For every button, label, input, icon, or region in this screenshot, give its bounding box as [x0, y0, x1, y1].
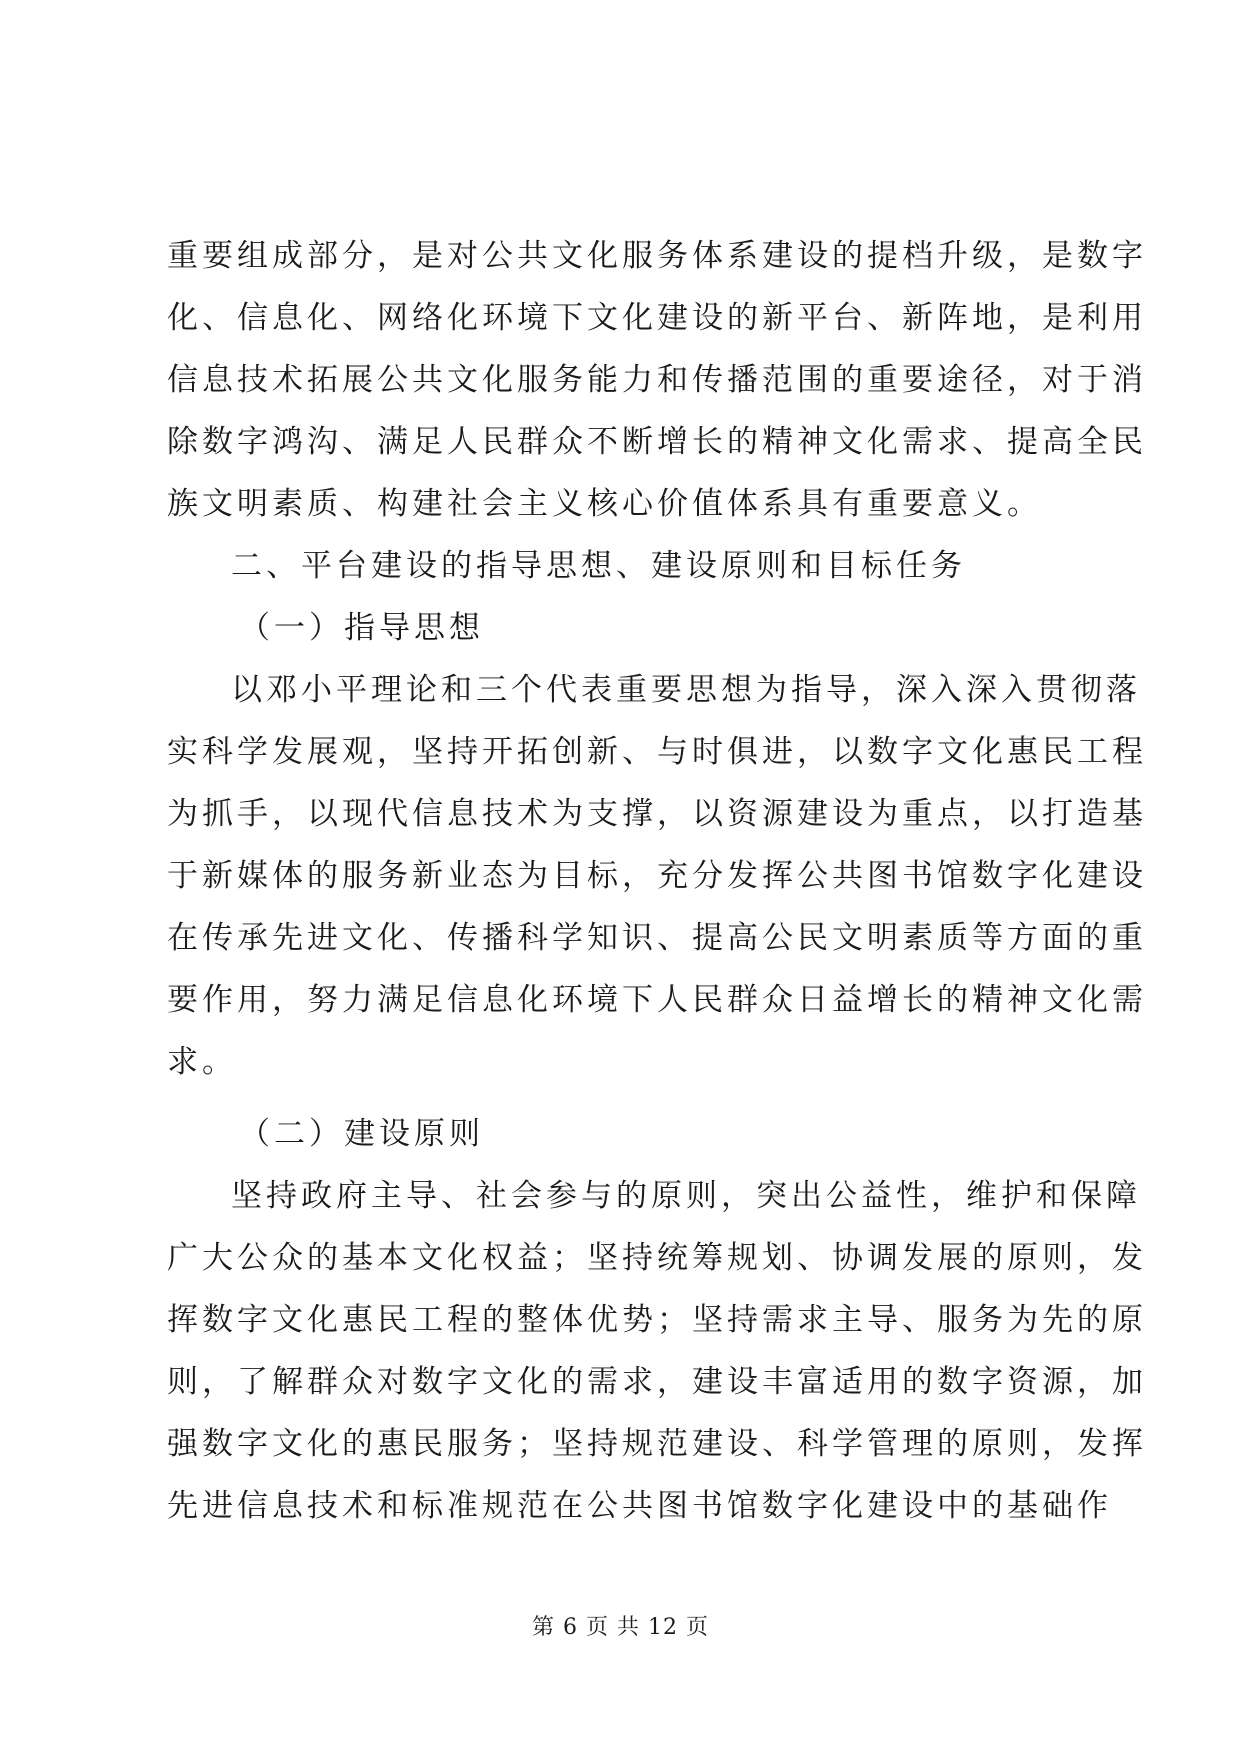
paragraph-line: 实科学发展观，坚持开拓创新、与时俱进，以数字文化惠民工程: [167, 734, 1147, 770]
paragraph-line: 除数字鸿沟、满足人民群众不断增长的精神文化需求、提高全民: [167, 424, 1147, 460]
document-body: [167, 225, 1147, 1537]
paragraph-line: 先进信息技术和标准规范在公共图书馆数字化建设中的基础作: [167, 1488, 1112, 1524]
paragraph-line: 为抓手，以现代信息技术为支撑，以资源建设为重点，以打造基: [167, 796, 1147, 832]
paragraph-line: 求。: [167, 1044, 237, 1080]
subsection-heading: （一）指导思想: [239, 610, 484, 646]
paragraph-line: 于新媒体的服务新业态为目标，充分发挥公共图书馆数字化建设: [167, 858, 1147, 894]
paragraph-line: 强数字文化的惠民服务；坚持规范建设、科学管理的原则，发挥: [167, 1426, 1147, 1462]
paragraph-line: 重要组成部分，是对公共文化服务体系建设的提档升级，是数字: [167, 238, 1147, 274]
paragraph-line: 广大公众的基本文化权益；坚持统筹规划、协调发展的原则，发: [167, 1240, 1147, 1276]
paragraph-line: 以邓小平理论和三个代表重要思想为指导，深入深入贯彻落: [231, 672, 1141, 708]
paragraph-line: 挥数字文化惠民工程的整体优势；坚持需求主导、服务为先的原: [167, 1302, 1147, 1338]
paragraph-line: 族文明素质、构建社会主义核心价值体系具有重要意义。: [167, 486, 1042, 522]
paragraph-line: 化、信息化、网络化环境下文化建设的新平台、新阵地，是利用: [167, 300, 1147, 336]
paragraph-line: 则，了解群众对数字文化的需求，建设丰富适用的数字资源，加: [167, 1364, 1147, 1400]
paragraph-line: 在传承先进文化、传播科学知识、提高公民文明素质等方面的重: [167, 920, 1147, 956]
section-heading: 二、平台建设的指导思想、建设原则和目标任务: [231, 548, 966, 584]
paragraph-line: 坚持政府主导、社会参与的原则，突出公益性，维护和保障: [231, 1178, 1141, 1214]
subsection-heading: （二）建设原则: [239, 1116, 484, 1152]
page-number-footer: 第 6 页 共 12 页: [532, 1615, 709, 1640]
paragraph-line: 信息技术拓展公共文化服务能力和传播范围的重要途径，对于消: [167, 362, 1147, 398]
paragraph-line: 要作用，努力满足信息化环境下人民群众日益增长的精神文化需: [167, 982, 1147, 1018]
